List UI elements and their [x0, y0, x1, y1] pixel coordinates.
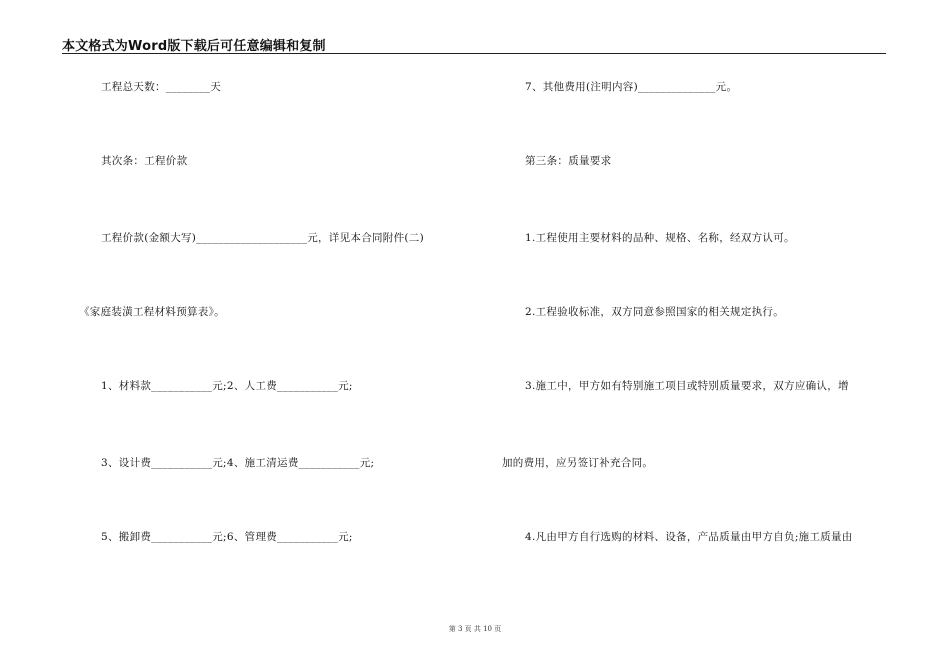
left-line-total-days: 工程总天数：________天: [101, 81, 221, 93]
right-line-other-fees: 7、其他费用(注明内容)______________元。: [525, 81, 738, 93]
document-header-title: 本文格式为Word版下载后可任意编辑和复制: [62, 39, 326, 54]
left-line-article-2-heading: 其次条：工程价款: [101, 155, 188, 167]
right-line-quality-2: 2.工程验收标准，双方同意参照国家的相关规定执行。: [525, 306, 785, 318]
left-line-budget-table: 《家庭装潢工程材料预算表》。: [79, 306, 225, 318]
left-line-fees-1-2: 1、材料款___________元;2、人工费___________元;: [101, 380, 353, 392]
left-line-fees-3-4: 3、设计费___________元;4、施工清运费___________元;: [101, 457, 375, 469]
right-line-article-3-heading: 第三条：质量要求: [525, 155, 612, 167]
right-line-quality-4: 4.凡由甲方自行选购的材料、设备，产品质量由甲方自负;施工质量由: [525, 531, 853, 543]
left-line-project-price: 工程价款(金额大写)____________________元，详见本合同附件(二): [101, 232, 424, 244]
left-line-fees-5-6: 5、搬卸费___________元;6、管理费___________元;: [101, 531, 353, 543]
header-divider: [62, 53, 886, 54]
right-line-quality-1: 1.工程使用主要材料的品种、规格、名称，经双方认可。: [525, 232, 795, 244]
right-line-quality-3-cont: 加的费用，应另签订补充合同。: [502, 457, 654, 469]
page-number: 第 3 页 共 10 页: [448, 625, 502, 633]
right-line-quality-3: 3.施工中，甲方如有特别施工项目或特别质量要求，双方应确认，增: [525, 380, 849, 392]
